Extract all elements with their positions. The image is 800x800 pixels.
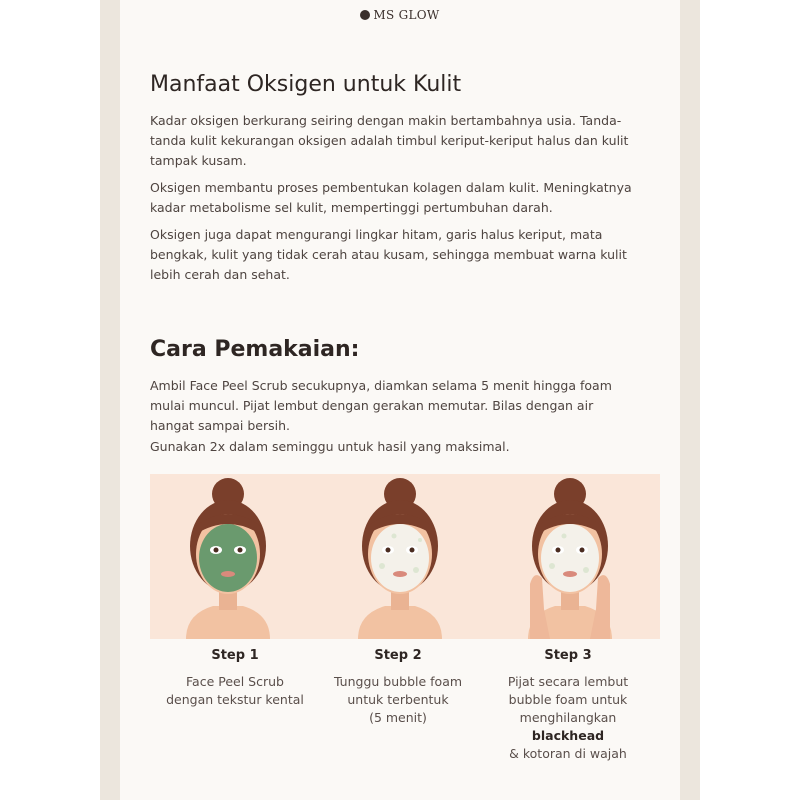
left-margin <box>0 0 100 800</box>
step-2-line-1: Tunggu bubble foam <box>333 674 463 689</box>
brand-name: MS GLOW <box>373 8 440 22</box>
step-3 <box>483 648 653 763</box>
step-1-title: Step 1 <box>211 648 259 663</box>
usage-instructions: Ambil Face Peel Scrub secukupnya, diamkan selama 5 menit hingga foam mulai muncul. Pijat lembut dengan gerakan memutar. Bilas dengan air hangat sampai bersih. <box>150 378 612 433</box>
right-border-band <box>680 0 700 800</box>
step-2-line-2: untuk terbentuk <box>347 692 449 707</box>
brand-header <box>120 8 680 22</box>
step-3-line-3 <box>483 709 653 745</box>
step-3-line-2: bubble foam untuk <box>508 692 628 707</box>
step-1-line-2: dengan tekstur kental <box>166 692 304 707</box>
step-2-title: Step 2 <box>374 648 422 663</box>
step-3-line-3-text: menghilangkan <box>519 710 617 725</box>
benefit-paragraph-3: Oksigen juga dapat mengurangi lingkar hitam, garis halus keriput, mata bengkak, kulit yang tidak cerah atau kusam, sehingga membuat warna kulit lebih cerah dan sehat. <box>150 227 627 282</box>
step-1-line-1: Face Peel Scrub <box>186 674 284 689</box>
step-3-bold-term: blackhead <box>531 728 605 743</box>
step-1-description <box>150 673 320 709</box>
face-step-3-illustration <box>528 478 612 639</box>
step-3-line-1: Pijat secara lembut <box>507 674 629 689</box>
usage-title: Cara Pemakaian: <box>150 337 360 362</box>
brand-logo-icon <box>360 10 370 20</box>
step-2 <box>313 648 483 727</box>
step-3-line-4: & kotoran di wajah <box>509 746 627 761</box>
face-step-1-illustration <box>186 478 270 639</box>
step-3-title: Step 3 <box>544 648 592 663</box>
step-2-description <box>313 673 483 727</box>
step-2-line-3: (5 menit) <box>369 710 427 725</box>
benefits-title: Manfaat Oksigen untuk Kulit <box>150 72 462 97</box>
step-3-description <box>483 673 653 763</box>
steps-illustration <box>150 474 660 639</box>
left-border-band <box>100 0 120 800</box>
benefit-paragraph-1: Kadar oksigen berkurang seiring dengan makin bertambahnya usia. Tanda-tanda kulit kekurangan oksigen adalah timbul keriput-keriput halus dan kulit tampak kusam. <box>150 113 629 168</box>
step-1 <box>150 648 320 709</box>
product-info-card <box>120 0 680 800</box>
face-step-2-illustration <box>358 478 442 639</box>
benefit-paragraph-2: Oksigen membantu proses pembentukan kolagen dalam kulit. Meningkatnya kadar metabolisme sel kulit, mempertinggi pertumbuhan darah. <box>150 180 632 215</box>
usage-frequency: Gunakan 2x dalam seminggu untuk hasil yang maksimal. <box>150 439 510 454</box>
